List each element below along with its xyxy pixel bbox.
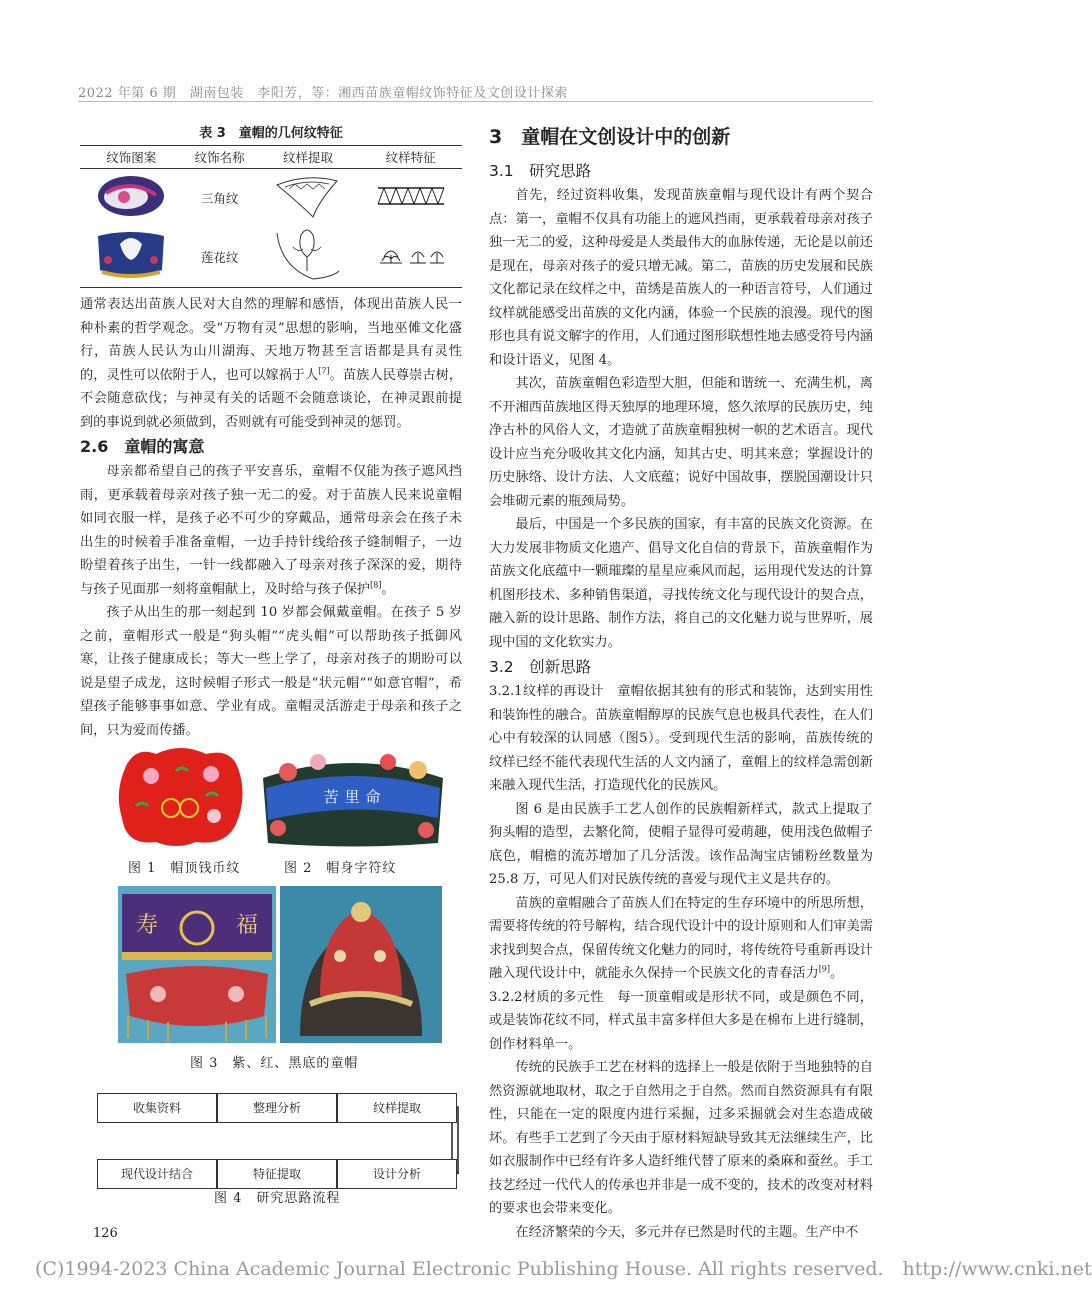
lotus-extraction-drawing — [257, 226, 360, 288]
paragraph: 传统的民族手工艺在材料的选择上一般是依附于当地独特的自然资源就地取材，取之于自然用之于自然。然而自然资源具有有限性，只能在一定的限度内进行采掘，过多采掘就会对生态造成破坏。有些手工艺到了今天由于原材料短缺导致其无法继续生产，比如衣服制作中已经有许多人造纤维代替了原来的桑麻和蚕丝。手工技艺经过一代代人的传承也并非是一成不变的，技术的改变对材料的要求也会带来变化。 — [489, 1060, 873, 1216]
paragraph: 其次，苗族童帽色彩造型大胆，但能和谐统一、充满生机，离不开湘西苗族地区得天独厚的地理环境，悠久浓厚的民族历史，纯净古朴的风俗人文，才造就了苗族童帽独树一帜的艺术语言。现代设计应当充分吸收其文化内涵，知其古史、明其来意；掌握设计的历史脉络、设计方法、人文底蕴；说好中国故事，摆脱国潮设计只会堆砌元素的瓶颈局势。 — [489, 376, 873, 509]
pattern-name: 三角纹 — [200, 190, 239, 206]
figure-2-characters: 苦里命 — [323, 788, 387, 806]
table-row — [80, 169, 462, 227]
flow-step-design-analysis: 设计分析 — [337, 1159, 457, 1189]
section-heading: 3 童帽在文创设计中的创新 — [489, 126, 731, 148]
figure-2-caption: 图 2 帽身字符纹 — [284, 861, 397, 876]
figure-3-image-right — [280, 886, 442, 1043]
section-heading: 3.1 研究思路 — [489, 162, 592, 180]
paragraph: 母亲都希望自己的孩子平安喜乐，童帽不仅能为孩子遮风挡雨，更承载着母亲对孩子独一无二的爱。对于苗族人民来说童帽如同衣服一样，是孩子必不可少的穿戴品，通常母亲会在孩子未出生的时候着手准备童帽，一边手持针线给孩子缝制帽子，一边盼望着孩子出生，一针一线都融入了母亲对孩子深深的爱，期待与孩子见面那一刻将童帽献上，及时给与孩子保护[8]。 — [80, 464, 462, 597]
paragraph: 3.2.2材质的多元性 每一顶童帽或是形状不同，或是颜色不同，或是装饰花纹不同，样式虽丰富多样但大多是在棉布上进行缝制，创作材料单一。 — [489, 989, 873, 1052]
pattern-name: 莲花纹 — [183, 226, 257, 288]
paragraph: 图 6 是由民族手工艺人创作的民族帽新样式，款式上提取了狗头帽的造型，去繁化简，使帽子显得可爱萌趣，使用浅色做帽子底色，帽檐的流苏增加了几分活泼。该作品淘宝店铺粉丝数量为 25.8 万，可见人们对民族传统的喜爱与现代主义是共存的。 — [489, 801, 873, 887]
triangle-pattern-photo — [80, 169, 183, 227]
figure-1-caption: 图 1 帽顶钱币纹 — [128, 861, 241, 876]
flow-step-pattern-extract: 纹样提取 — [337, 1093, 457, 1123]
table-header-row — [80, 146, 462, 169]
right-column — [489, 122, 873, 1244]
table-header-cell: 纹饰图案 — [80, 146, 183, 169]
paragraph: 孩子从出生的那一刻起到 10 岁都会佩戴童帽。在孩子 5 岁之前，童帽形式一般是“狗头帽”“虎头帽”可以帮助孩子抵御风寒，让孩子健康成长；等大一些上学了，母亲对孩子的期盼可以说是望子成龙，这时候帽子形式一般是“状元帽”“如意官帽”，希望孩子能够事事如意、学业有成。童帽灵活游走于母亲和孩子之间，只为爱而传播。 — [80, 605, 462, 738]
geometric-pattern-table — [80, 145, 462, 288]
figure-2-image — [258, 738, 448, 850]
paragraph: 通常表达出苗族人民对大自然的理解和感悟，体现出苗族人民一种朴素的哲学观念。受“万物有灵”思想的影响，当地巫傩文化盛行，苗族人民认为山川湖海、天地万物甚至言语都是具有灵性的，灵性可以依附于人，也可以嫁祸于人[7]。苗族人民尊崇古树，不会随意砍伐；与神灵有关的话题不会随意谈论，在神灵跟前提到的事说到就必须做到，否则就有可能受到神灵的惩罚。 — [80, 297, 463, 430]
figure-3-character: 寿 — [136, 913, 159, 938]
paragraph: 最后，中国是一个多民族的国家，有丰富的民族文化资源。在大力发展非物质文化遗产、倡导文化自信的背景下，苗族童帽作为苗族文化底蕴中一颗璀璨的星星应乘风而起，运用现代发达的计算机图形技术、多种销售渠道，寻找传统文化与现代设计的契合点，融入新的设计思路、制作方法，将自己的文化魅力说与世界听，展现中国的文化软实力。 — [489, 517, 873, 650]
flow-step-analyze: 整理分析 — [217, 1093, 337, 1123]
lotus-feature-drawing — [359, 226, 462, 288]
paragraph: 苗族的童帽融合了苗族人们在特定的生存环境中的所思所想，需要将传统的符号解构，结合现代设计中的设计原则和人们审美需求找到契合点，保留传统文化魅力的同时，将传统符号重新再设计融入现代设计中，就能永久保持一个民族文化的青春活力[9]。 — [489, 895, 873, 981]
section-heading: 2.6 童帽的寓意 — [80, 437, 205, 456]
table-header-cell: 纹样特征 — [359, 146, 462, 169]
running-header: 2022 年第 6 期 湖南包装 李阳芳，等：湘西苗族童帽纹饰特征及文创设计探索 — [78, 86, 568, 101]
figure-3-character: 福 — [236, 913, 259, 938]
figure-3-caption: 图 3 紫、红、黑底的童帽 — [190, 1056, 359, 1071]
flow-step-modern-design: 现代设计结合 — [97, 1159, 217, 1189]
figure-1-image — [116, 746, 246, 848]
flow-step-collect: 收集资料 — [97, 1093, 217, 1123]
triangle-extraction-drawing — [257, 169, 360, 227]
figure-3-image-left — [118, 886, 276, 1043]
table-row — [80, 226, 462, 288]
paragraph: 在经济繁荣的今天，多元并存已然是时代的主题。生产中不 — [515, 1224, 859, 1240]
flow-step-feature-extract: 特征提取 — [217, 1159, 337, 1189]
table-title: 表 3 童帽的几何纹特征 — [199, 126, 343, 141]
table-header-cell: 纹饰名称 — [183, 146, 257, 169]
figure-4-caption: 图 4 研究思路流程 — [214, 1191, 341, 1206]
lotus-pattern-photo — [80, 226, 183, 288]
header-divider — [78, 101, 873, 102]
paragraph: 3.2.1纹样的再设计 童帽依据其独有的形式和装饰，达到实用性和装饰性的融合。苗族童帽醇厚的民族气息也极具代表性，在人们心中有较深的认同感（图5）。受到现代生活的影响，苗族传统的纹样已经不能代表现代生活的人文内涵了，童帽上的纹样急需创新来融入现代生活，打造现代化的民族风。 — [489, 684, 873, 793]
triangle-feature-drawing — [359, 169, 462, 227]
table-header-cell: 纹样提取 — [257, 146, 360, 169]
page-number: 126 — [93, 1226, 118, 1241]
left-column — [80, 293, 462, 742]
section-heading: 3.2 创新思路 — [489, 658, 592, 676]
copyright-notice: (C)1994-2023 China Academic Journal Electronic Publishing House. All rights reserved. http://www.cnki.net — [35, 1258, 1092, 1280]
paragraph: 首先，经过资料收集，发现苗族童帽与现代设计有两个契合点：第一，童帽不仅具有功能上的遮风挡雨，更承载着母亲对孩子独一无二的爱，这种母爱是人类最伟大的血脉传递，无论是以前还是现在，母亲对孩子的爱只增无减。第二，苗族的历史发展和民族文化都记录在纹样之中，苗绣是苗族人的一种语言符号，人们通过纹样就能感受出苗族的文化内涵，体验一个民族的浪漫。现代的图形也具有说文解字的作用，人们通过图形联想性地去感受符号内涵和设计语义，见图 4。 — [489, 188, 873, 368]
